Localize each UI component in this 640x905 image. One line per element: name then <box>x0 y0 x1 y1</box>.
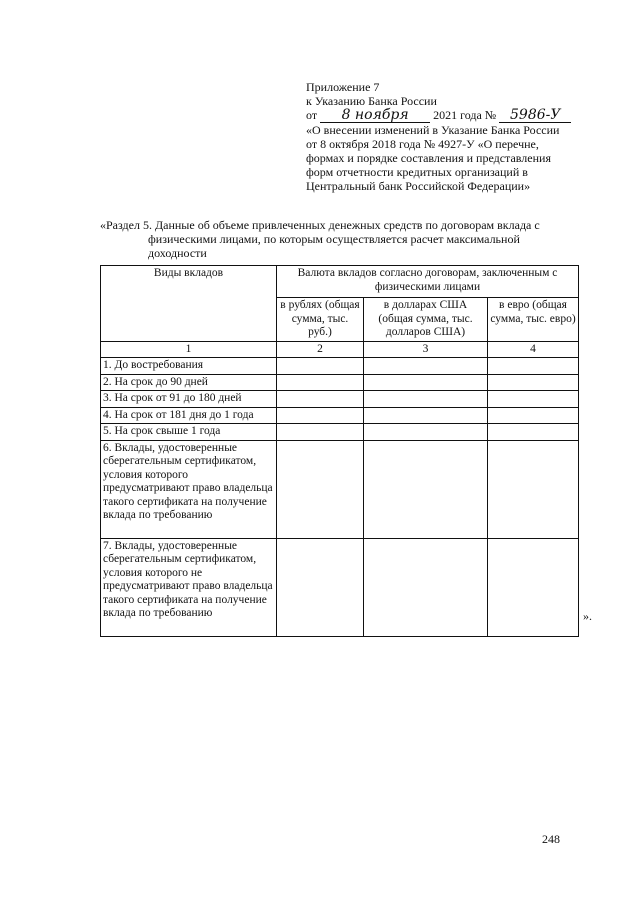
table-row <box>101 374 579 391</box>
from-label: от <box>306 108 318 122</box>
cell-euro <box>488 374 579 391</box>
table-row <box>101 391 579 408</box>
col-header-euro: в евро (общая сумма, тыс. евро) <box>488 298 579 342</box>
col-number-1: 1 <box>101 341 277 358</box>
row-label: 7. Вклады, удостоверенные сберегательным сертификатом, условия которого не предусматривают право владельца такого сертификата на получение вклада по требованию <box>101 538 277 636</box>
cell-euro <box>488 407 579 424</box>
appendix-line-7: форм отчетности кредитных организаций в <box>306 165 528 179</box>
cell-rubles <box>277 358 364 375</box>
cell-usd <box>364 358 488 375</box>
appendix-title: Приложение 7 <box>306 80 380 94</box>
appendix-date-line <box>306 108 606 123</box>
cell-euro <box>488 538 579 636</box>
cell-euro <box>488 440 579 538</box>
row-label: 2. На срок до 90 дней <box>101 374 277 391</box>
row-label: 6. Вклады, удостоверенные сберегательным сертификатом, условия которого предусматривают право владельца такого сертификата на получение вклада по требованию <box>101 440 277 538</box>
column-number-row <box>101 341 579 358</box>
row-label: 1. До востребования <box>101 358 277 375</box>
table-row <box>101 407 579 424</box>
cell-usd <box>364 407 488 424</box>
section-title-line-3: доходности <box>148 246 207 260</box>
table-row <box>101 538 579 636</box>
closing-quote: ». <box>583 609 592 623</box>
appendix-line-8: Центральный банк Российской Федерации» <box>306 179 531 193</box>
row-label: 3. На срок от 91 до 180 дней <box>101 391 277 408</box>
cell-usd <box>364 391 488 408</box>
section-title <box>100 218 570 260</box>
col-header-rubles: в рублях (общая сумма, тыс. руб.) <box>277 298 364 342</box>
cell-euro <box>488 358 579 375</box>
col-header-usd: в долларах США (общая сумма, тыс. долларов США) <box>364 298 488 342</box>
cell-usd <box>364 440 488 538</box>
appendix-line-6: формах и порядке составления и представления <box>306 151 551 165</box>
table-row <box>101 424 579 441</box>
appendix-line-4: «О внесении изменений в Указание Банка России <box>306 123 560 137</box>
row-label: 4. На срок от 181 дня до 1 года <box>101 407 277 424</box>
cell-usd <box>364 374 488 391</box>
appendix-line-5: от 8 октября 2018 года № 4927-У «О перечне, <box>306 137 539 151</box>
table-row <box>101 440 579 538</box>
table-row <box>101 358 579 375</box>
row-label: 5. На срок свыше 1 года <box>101 424 277 441</box>
header-row <box>101 266 579 298</box>
cell-usd <box>364 538 488 636</box>
handwritten-date: 8 ноября <box>320 109 430 123</box>
cell-usd <box>364 424 488 441</box>
cell-rubles <box>277 374 364 391</box>
col-header-currency-group: Валюта вкладов согласно договорам, заключенным с физическими лицами <box>277 266 579 298</box>
year-label: 2021 года № <box>433 108 497 122</box>
cell-rubles <box>277 407 364 424</box>
col-number-3: 3 <box>364 341 488 358</box>
cell-rubles <box>277 440 364 538</box>
col-header-deposit-types: Виды вкладов <box>101 266 277 342</box>
col-number-2: 2 <box>277 341 364 358</box>
handwritten-number: 5986-У <box>499 109 571 123</box>
appendix-subtitle: к Указанию Банка России <box>306 94 437 108</box>
cell-euro <box>488 424 579 441</box>
cell-rubles <box>277 391 364 408</box>
cell-euro <box>488 391 579 408</box>
col-number-4: 4 <box>488 341 579 358</box>
cell-rubles <box>277 424 364 441</box>
page-number: 248 <box>542 832 560 846</box>
appendix-header <box>306 80 606 193</box>
section-title-line-2: физическими лицами, по которым осуществляется расчет максимальной <box>148 232 520 246</box>
cell-rubles <box>277 538 364 636</box>
section-title-line-1: «Раздел 5. Данные об объеме привлеченных денежных средств по договорам вклада с <box>100 218 540 232</box>
deposits-table <box>100 265 579 637</box>
